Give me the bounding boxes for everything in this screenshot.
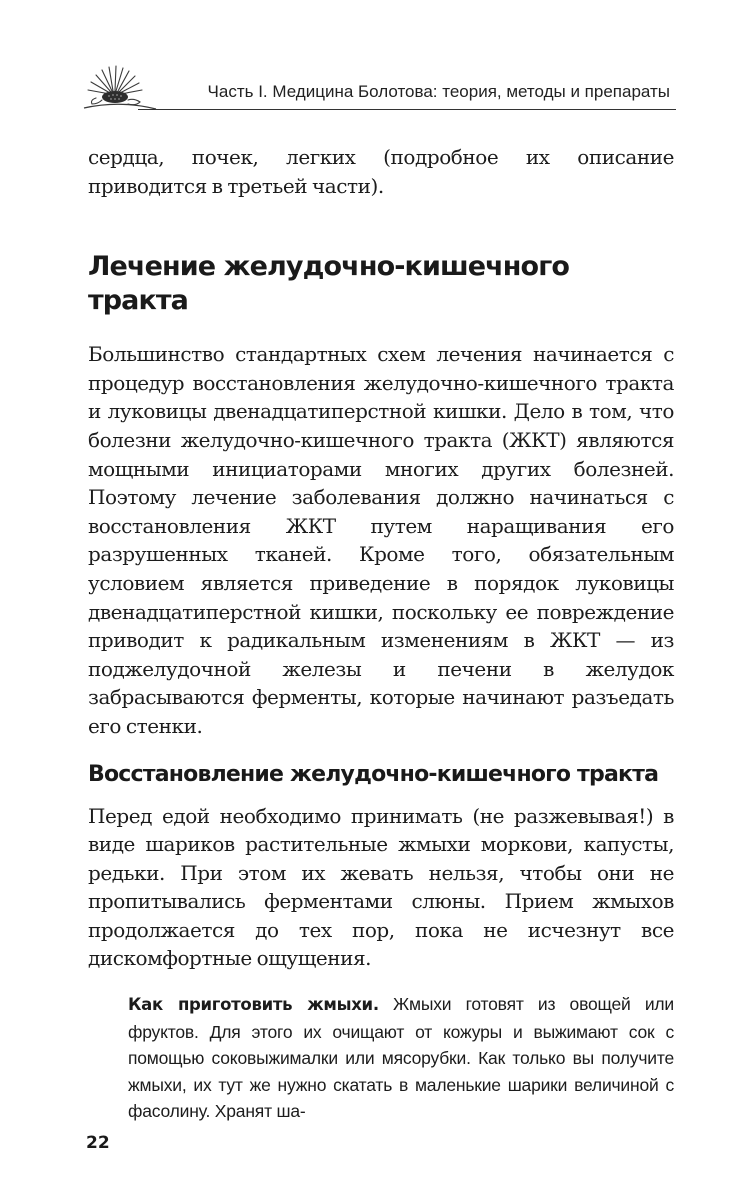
recipe-note (128, 991, 674, 1125)
running-header-title: Часть I. Медицина Болотова: теория, методы и препараты (207, 82, 670, 101)
header-rule (138, 109, 676, 110)
recipe-note-text: Жмыхи готовят из овощей или фруктов. Для этого их очищают от кожуры и выжимают сок с помощью соковыжималки или мясорубки. Как только вы получите жмыхи, их тут же нужно скатать в маленькие шарики величиной с фасолину. Хранят ша- (128, 994, 675, 1122)
intro-paragraph: сердца, почек, легких (подробное их описание приводится в третьей части). (88, 145, 674, 198)
section-heading: Лечение желудочно-кишечного тракта (88, 251, 570, 317)
section-paragraph: Большинство стандартных схем лечения начинается с процедур восстановления желудочно-кишечного тракта и луковицы двенадцатиперстной кишки. Дело в том, что болезни желудочно-кишечного тракта (ЖКТ) являются мощными инициаторами многих других болезней. Поэтому лечение заболевания должно начинаться с восстановления ЖКТ путем наращивания его разрушенных тканей. Кроме того, обязательным условием является приведение в порядок луковицы двенадцатиперстной кишки, поскольку ее повреждение приводит к радикальным изменениям в ЖКТ — из поджелудочной железы и печени в желудок забрасываются ферменты, которые начинают разъедать его стенки. (88, 342, 674, 738)
recipe-note-lead: Как приготовить жмыхи. (128, 995, 379, 1015)
page-body (88, 143, 674, 1125)
subsection-heading: Восстановление желудочно-кишечного тракта (88, 761, 659, 787)
page-number: 22 (86, 1133, 110, 1153)
subsection-paragraph: Перед едой необходимо принимать (не разжевывая!) в виде шариков растительные жмыхи моркови, капусты, редьки. При этом их жевать нельзя, чтобы они не пропитывались ферментами слюны. Прием жмыхов продолжается до тех пор, пока не исчезнут все дискомфортные ощущения. (88, 803, 674, 971)
sunflower-ornament-icon (80, 60, 160, 110)
running-header (80, 60, 676, 112)
